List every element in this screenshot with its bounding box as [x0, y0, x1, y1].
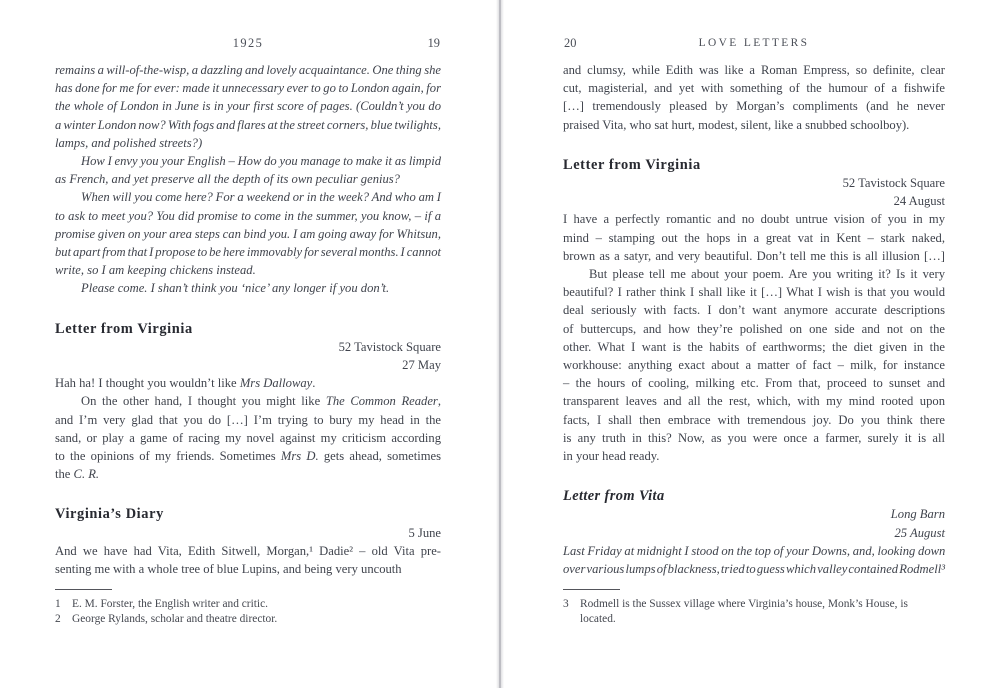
text-segment: the: [55, 467, 74, 482]
text-line: workhouse: anything exact about a matter of fact – milk, for instance: [563, 358, 945, 373]
footnote-rule: [563, 589, 620, 590]
text-line: [55, 374, 441, 392]
text-line: brown as a satyr, and very beautiful. Don’t tell me this is all illusion […]: [563, 248, 945, 263]
text-line: How I envy you your English – How do you manage to make it as limpid: [81, 154, 441, 169]
letter-address: 52 Tavistock Square: [842, 176, 945, 191]
text-line: in your head ready.: [563, 449, 660, 464]
virginia-letter-body: [563, 210, 945, 465]
text-line: Last Friday at midnight I stood on the top of your Downs, and, looking down: [563, 543, 946, 558]
footnote-number: 3: [563, 598, 569, 610]
diary-date: 5 June: [408, 525, 441, 540]
letter-date: 25 August: [894, 525, 945, 540]
text-line: has done for me for ever: made it unnecessary ever to go to London again, for: [55, 81, 441, 96]
letter-address: Long Barn: [890, 507, 945, 522]
text-line: [55, 465, 441, 483]
right-page-body: [563, 61, 945, 578]
paragraph: [563, 210, 945, 265]
text-line: beautiful? I rather think I shall like it […] What I wish is that you would: [563, 285, 945, 300]
book-title: The Common Reader: [325, 394, 438, 409]
text-segment: to the opinions of my friends. Sometimes: [55, 449, 281, 464]
page-gutter-divider: [496, 0, 504, 688]
text-line: When will you come here? For a weekend or in the week? And who am I: [81, 190, 441, 205]
text-line: as French, and yet preserve all the depth of its own peculiar genius?: [55, 172, 400, 187]
text-segment: and I’m very glad that you do […] I’m trying to bury my head in the: [55, 412, 441, 427]
text-line: a winter London now? With fogs and flares at the street corners, blue twilights,: [55, 117, 441, 132]
text-line: cut, magisterial, and yet with something of the humour of a fishwife: [563, 81, 945, 96]
text-segment: On the other hand, I thought you might like: [81, 394, 326, 409]
paragraph: [55, 61, 441, 152]
footnote-text: George Rylands, scholar and theatre director.: [72, 613, 278, 626]
page-number-right: 20: [564, 36, 577, 50]
paragraph: [563, 265, 945, 465]
text-segment: sand, or play a game of racing my novel against my criticism according: [55, 430, 441, 445]
text-line: write, so I am keeping chickens instead.: [55, 263, 256, 278]
text-line: remains a will-of-the-wisp, a dazzling and lovely acquaintance. One thing she: [55, 63, 441, 77]
virginia-letter-body: [55, 374, 441, 483]
text-segment: .: [312, 376, 316, 391]
left-page-body: [55, 61, 441, 578]
text-line: of buttercups, and how they’re polished on one side and not on the: [563, 321, 945, 336]
book-title: Mrs Dalloway: [239, 376, 313, 391]
text-line: the whole of London in June is in your first score of pages. (Couldn’t you do: [55, 99, 441, 114]
text-line: but apart from that I propose to be here immovably for several months. I cannot: [55, 245, 441, 260]
text-segment: ,: [437, 394, 441, 409]
right-page: [563, 0, 945, 688]
left-footnotes: [55, 589, 441, 628]
paragraph: [55, 188, 441, 279]
text-line: [55, 411, 441, 429]
text-line: – the hours of cooling, milking etc. From that, proceed to sunset and: [563, 376, 945, 391]
text-line: […] tremendously pleased by Morgan’s compliments (and he never: [563, 99, 945, 114]
text-line: I have a perfectly romantic and no doubt untrue vision of you in my: [563, 212, 945, 227]
footnote-text: Rodmell is the Sussex village where Virginia’s house, Monk’s House, is located.: [580, 598, 908, 626]
paragraph: [55, 279, 441, 297]
diary-body: [55, 542, 441, 578]
text-line: deal seriously with facts. I don’t want anymore accurate descriptions: [563, 303, 945, 318]
footnote: [563, 597, 945, 628]
footnote-text: E. M. Forster, the English writer and critic.: [72, 598, 268, 610]
book-title: C. R.: [73, 467, 100, 482]
diary-continuation: [563, 61, 945, 134]
text-line: to ask to meet you? You did promise to come in the summer, you know, – if a: [55, 208, 441, 223]
text-line: and clumsy, while Edith was like a Roman Empress, so definite, clear: [563, 63, 945, 77]
text-line: other. What I want is the habits of earthworms; the diet given in the: [563, 339, 945, 354]
footnote: [55, 612, 441, 627]
text-line: over various lumps of blackness, tried to guess which valley contained Rodmell³: [563, 562, 945, 577]
text-line: mind – stamping out the hops in a great vat in Kent – stark naked,: [563, 230, 945, 245]
text-line: facts, I shall then embrace with tremendous joy. Do you think there: [563, 412, 945, 427]
left-page-header: [55, 36, 441, 52]
right-footnotes: [563, 589, 945, 628]
text-line: But please tell me about your poem. Are you writing it? Is it very: [589, 267, 945, 282]
text-line: is any truth in this? Now, as you were once a farmer, surely it is all: [563, 430, 945, 445]
letter-date: 24 August: [893, 194, 945, 209]
text-line: senting me with a whole tree of blue Lupins, and being very uncouth: [55, 562, 402, 577]
virginias-diary-heading: Virginia’s Diary: [55, 506, 164, 523]
left-page: [55, 0, 441, 688]
right-page-header: [563, 36, 945, 52]
vita-letter-body: [563, 542, 945, 578]
paragraph: [55, 152, 441, 188]
letter-from-vita-heading: Letter from Vita: [563, 488, 665, 505]
letter-from-virginia-heading: Letter from Virginia: [55, 320, 193, 337]
footnote-rule: [55, 589, 112, 590]
book-title: Mrs D.: [280, 449, 319, 464]
vita-letter-continuation: [55, 61, 441, 298]
letter-date: 27 May: [402, 358, 441, 373]
text-line: lamps, and polished streets?): [55, 135, 203, 150]
text-line: transparent leaves and all the rest, which, with my mind rooted upon: [563, 394, 945, 409]
text-line: promise given on your area steps can bind you. I am going away for Whitsun,: [55, 226, 441, 241]
letter-from-virginia-heading: Letter from Virginia: [563, 156, 701, 173]
text-line: [55, 429, 441, 447]
footnote: [55, 597, 441, 612]
text-line: Please come. I shan’t think you ‘nice’ any longer if you don’t.: [81, 281, 390, 296]
footnote-number: 2: [55, 613, 61, 626]
text-segment: gets ahead, sometimes: [318, 449, 441, 464]
letter-address: 52 Tavistock Square: [338, 339, 441, 354]
text-line: [55, 447, 441, 465]
text-line: And we have had Vita, Edith Sitwell, Morgan,¹ Dadie² – old Vita pre-: [55, 543, 441, 558]
text-line: praised Vita, who sat hurt, modest, silent, like a snubbed schoolboy).: [563, 117, 910, 132]
footnote-number: 1: [55, 598, 61, 610]
text-segment: Hah ha! I thought you wouldn’t like: [55, 376, 240, 391]
text-line: [55, 392, 441, 410]
page-number-left: 19: [427, 36, 440, 50]
running-head-title: LOVE LETTERS: [698, 37, 810, 49]
running-head-year: 1925: [232, 36, 264, 50]
